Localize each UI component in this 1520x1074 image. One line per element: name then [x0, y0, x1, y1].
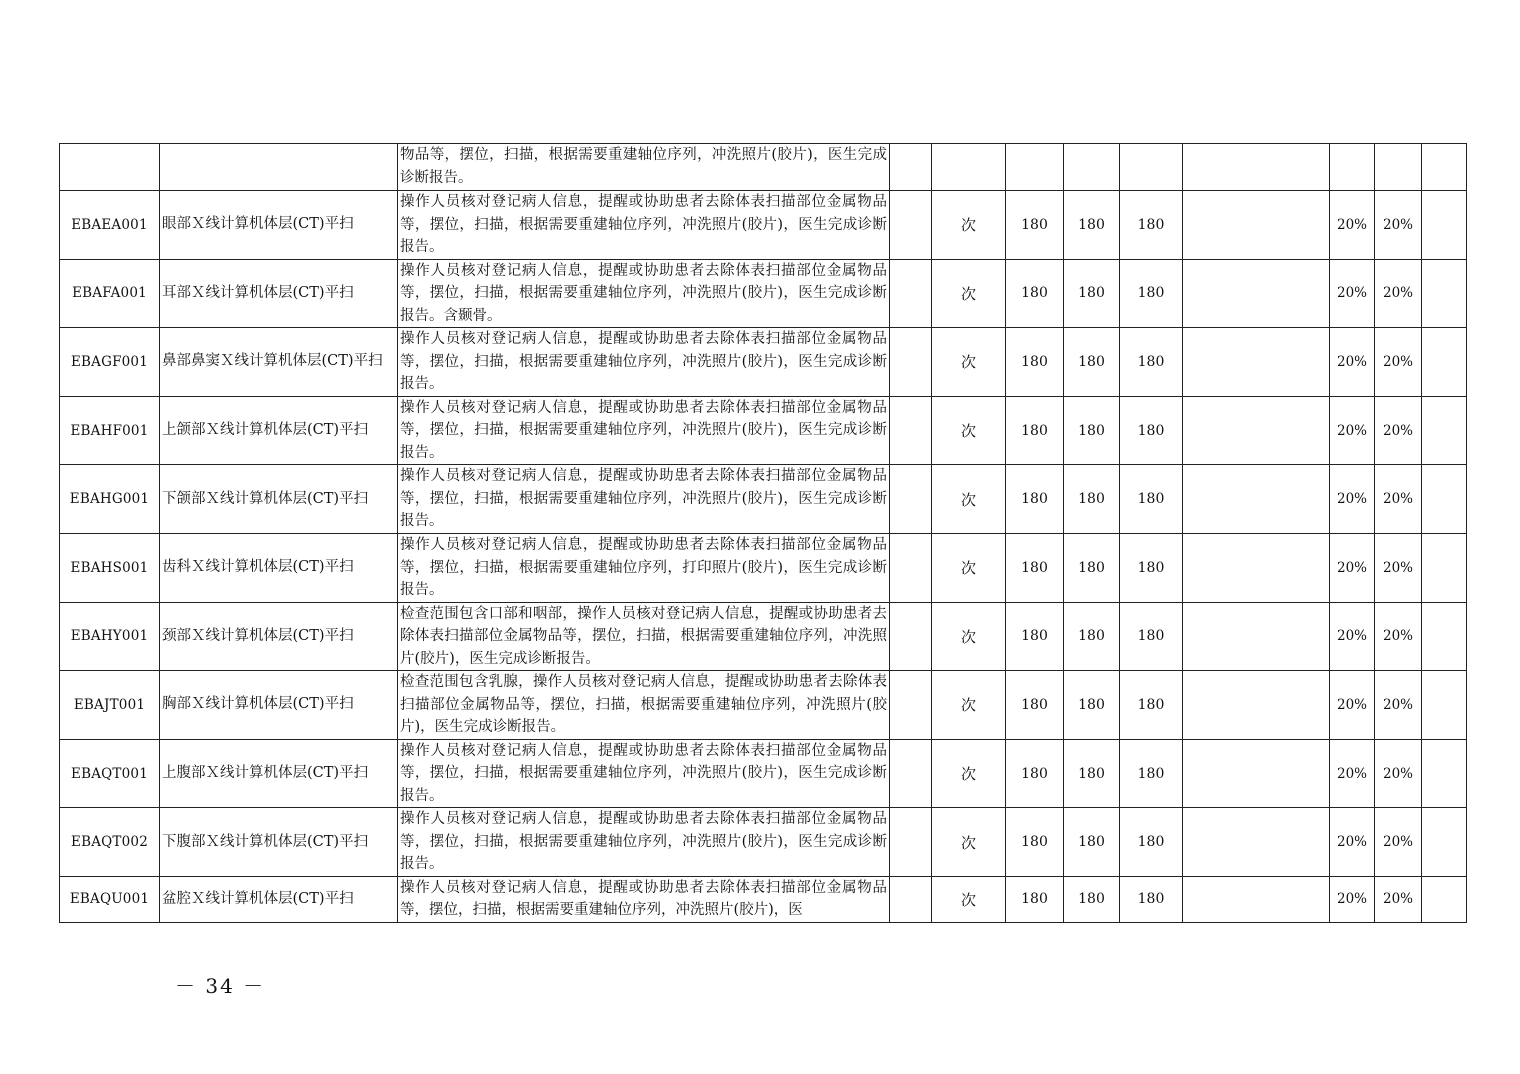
code-cell: EBAGF001	[60, 328, 160, 397]
price-cell-3: 180	[1120, 671, 1183, 740]
remarks-cell	[890, 144, 932, 191]
price-cell-2: 180	[1064, 396, 1120, 465]
table-row	[60, 739, 1467, 808]
name-cell: 上颌部Ｘ线计算机体层(CT)平扫	[160, 396, 398, 465]
price-cell-1: 180	[1006, 396, 1064, 465]
pct-cell-2: 20%	[1375, 465, 1422, 534]
unit-cell: 次	[932, 396, 1006, 465]
table-row	[60, 671, 1467, 740]
name-cell: 眼部Ｘ线计算机体层(CT)平扫	[160, 191, 398, 260]
notes-cell	[1183, 808, 1330, 877]
table-row	[60, 396, 1467, 465]
unit-cell: 次	[932, 739, 1006, 808]
name-cell: 盆腔Ｘ线计算机体层(CT)平扫	[160, 876, 398, 922]
unit-cell: 次	[932, 876, 1006, 922]
price-cell-2: 180	[1064, 602, 1120, 671]
description-cell: 操作人员核对登记病人信息，提醒或协助患者去除体表扫描部位金属物品等，摆位，扫描，根据需要重建轴位序列，打印照片(胶片)，医生完成诊断报告。	[398, 533, 890, 602]
price-cell-1: 180	[1006, 876, 1064, 922]
code-cell: EBAHS001	[60, 533, 160, 602]
continued-row	[60, 144, 1467, 191]
pct-cell-2: 20%	[1375, 671, 1422, 740]
page-number: － 34 －	[175, 974, 266, 998]
unit-cell: 次	[932, 602, 1006, 671]
price-cell-1: 180	[1006, 739, 1064, 808]
code-cell: EBAHF001	[60, 396, 160, 465]
remarks-cell	[890, 533, 932, 602]
name-cell: 下颌部Ｘ线计算机体层(CT)平扫	[160, 465, 398, 534]
table-row	[60, 876, 1467, 922]
price-cell-3	[1120, 144, 1183, 191]
code-cell: EBAEA001	[60, 191, 160, 260]
code-cell: EBAQT002	[60, 808, 160, 877]
description-cell: 检查范围包含口部和咽部，操作人员核对登记病人信息，提醒或协助患者去除体表扫描部位金属物品等，摆位，扫描，根据需要重建轴位序列，冲洗照片(胶片)，医生完成诊断报告。	[398, 602, 890, 671]
notes-cell	[1183, 396, 1330, 465]
remarks-cell	[890, 739, 932, 808]
price-cell-2: 180	[1064, 533, 1120, 602]
code-cell: EBAQU001	[60, 876, 160, 922]
remarks-cell	[890, 328, 932, 397]
extra-cell	[1422, 144, 1467, 191]
price-cell-2: 180	[1064, 808, 1120, 877]
notes-cell	[1183, 191, 1330, 260]
price-cell-3: 180	[1120, 808, 1183, 877]
extra-cell	[1422, 191, 1467, 260]
pct-cell-2: 20%	[1375, 602, 1422, 671]
unit-cell: 次	[932, 328, 1006, 397]
remarks-cell	[890, 602, 932, 671]
extra-cell	[1422, 671, 1467, 740]
table-body	[60, 144, 1467, 923]
price-cell-1: 180	[1006, 465, 1064, 534]
unit-cell: 次	[932, 191, 1006, 260]
remarks-cell	[890, 465, 932, 534]
pct-cell-1: 20%	[1330, 259, 1375, 328]
table-row	[60, 533, 1467, 602]
notes-cell	[1183, 465, 1330, 534]
extra-cell	[1422, 465, 1467, 534]
pct-cell-1: 20%	[1330, 191, 1375, 260]
remarks-cell	[890, 808, 932, 877]
name-cell: 颈部Ｘ线计算机体层(CT)平扫	[160, 602, 398, 671]
pct-cell-2: 20%	[1375, 396, 1422, 465]
code-cell	[60, 144, 160, 191]
pct-cell-2: 20%	[1375, 876, 1422, 922]
pct-cell-2: 20%	[1375, 739, 1422, 808]
extra-cell	[1422, 602, 1467, 671]
code-cell: EBAHY001	[60, 602, 160, 671]
description-cell: 操作人员核对登记病人信息，提醒或协助患者去除体表扫描部位金属物品等，摆位，扫描，根据需要重建轴位序列，冲洗照片(胶片)，医生完成诊断报告。	[398, 191, 890, 260]
pct-cell-2: 20%	[1375, 259, 1422, 328]
pct-cell-1: 20%	[1330, 602, 1375, 671]
pct-cell-1: 20%	[1330, 465, 1375, 534]
price-cell-1: 180	[1006, 671, 1064, 740]
pct-cell-1: 20%	[1330, 396, 1375, 465]
description-cell: 物品等，摆位，扫描，根据需要重建轴位序列，冲洗照片(胶片)，医生完成诊断报告。	[398, 144, 890, 191]
description-cell: 操作人员核对登记病人信息，提醒或协助患者去除体表扫描部位金属物品等，摆位，扫描，根据需要重建轴位序列，冲洗照片(胶片)，医生完成诊断报告。	[398, 328, 890, 397]
description-cell: 操作人员核对登记病人信息，提醒或协助患者去除体表扫描部位金属物品等，摆位，扫描，根据需要重建轴位序列，冲洗照片(胶片)，医生完成诊断报告。	[398, 465, 890, 534]
description-cell: 操作人员核对登记病人信息，提醒或协助患者去除体表扫描部位金属物品等，摆位，扫描，根据需要重建轴位序列，冲洗照片(胶片)，医	[398, 876, 890, 922]
name-cell	[160, 144, 398, 191]
price-cell-3: 180	[1120, 328, 1183, 397]
price-cell-1: 180	[1006, 533, 1064, 602]
price-cell-3: 180	[1120, 465, 1183, 534]
description-cell: 检查范围包含乳腺，操作人员核对登记病人信息，提醒或协助患者去除体表扫描部位金属物品等，摆位，扫描，根据需要重建轴位序列，冲洗照片(胶片)，医生完成诊断报告。	[398, 671, 890, 740]
remarks-cell	[890, 396, 932, 465]
name-cell: 上腹部Ｘ线计算机体层(CT)平扫	[160, 739, 398, 808]
code-cell: EBAJT001	[60, 671, 160, 740]
pct-cell-1: 20%	[1330, 328, 1375, 397]
price-cell-2: 180	[1064, 328, 1120, 397]
remarks-cell	[890, 671, 932, 740]
price-cell-3: 180	[1120, 396, 1183, 465]
extra-cell	[1422, 876, 1467, 922]
name-cell: 胸部Ｘ线计算机体层(CT)平扫	[160, 671, 398, 740]
pct-cell-2: 20%	[1375, 808, 1422, 877]
extra-cell	[1422, 259, 1467, 328]
extra-cell	[1422, 739, 1467, 808]
table-row	[60, 602, 1467, 671]
pct-cell-2: 20%	[1375, 533, 1422, 602]
unit-cell: 次	[932, 671, 1006, 740]
price-cell-3: 180	[1120, 602, 1183, 671]
price-cell-2: 180	[1064, 739, 1120, 808]
price-cell-2: 180	[1064, 465, 1120, 534]
table-row	[60, 259, 1467, 328]
pct-cell-1	[1330, 144, 1375, 191]
table-row	[60, 808, 1467, 877]
price-cell-1: 180	[1006, 328, 1064, 397]
price-cell-3: 180	[1120, 191, 1183, 260]
unit-cell: 次	[932, 533, 1006, 602]
description-cell: 操作人员核对登记病人信息，提醒或协助患者去除体表扫描部位金属物品等，摆位，扫描，根据需要重建轴位序列，冲洗照片(胶片)，医生完成诊断报告。	[398, 739, 890, 808]
price-cell-1: 180	[1006, 602, 1064, 671]
name-cell: 下腹部Ｘ线计算机体层(CT)平扫	[160, 808, 398, 877]
notes-cell	[1183, 739, 1330, 808]
pct-cell-1: 20%	[1330, 533, 1375, 602]
extra-cell	[1422, 396, 1467, 465]
description-cell: 操作人员核对登记病人信息，提醒或协助患者去除体表扫描部位金属物品等，摆位，扫描，根据需要重建轴位序列，冲洗照片(胶片)，医生完成诊断报告。	[398, 396, 890, 465]
price-cell-2: 180	[1064, 191, 1120, 260]
pct-cell-2	[1375, 144, 1422, 191]
code-cell: EBAHG001	[60, 465, 160, 534]
remarks-cell	[890, 191, 932, 260]
price-cell-2: 180	[1064, 259, 1120, 328]
pct-cell-1: 20%	[1330, 671, 1375, 740]
price-cell-3: 180	[1120, 533, 1183, 602]
table-row	[60, 465, 1467, 534]
remarks-cell	[890, 259, 932, 328]
notes-cell	[1183, 144, 1330, 191]
notes-cell	[1183, 328, 1330, 397]
unit-cell: 次	[932, 259, 1006, 328]
name-cell: 耳部Ｘ线计算机体层(CT)平扫	[160, 259, 398, 328]
price-cell-3: 180	[1120, 739, 1183, 808]
unit-cell: 次	[932, 808, 1006, 877]
table-row	[60, 191, 1467, 260]
extra-cell	[1422, 328, 1467, 397]
notes-cell	[1183, 533, 1330, 602]
notes-cell	[1183, 876, 1330, 922]
code-cell: EBAQT001	[60, 739, 160, 808]
price-cell-1: 180	[1006, 259, 1064, 328]
price-cell-2	[1064, 144, 1120, 191]
name-cell: 齿科Ｘ线计算机体层(CT)平扫	[160, 533, 398, 602]
description-cell: 操作人员核对登记病人信息，提醒或协助患者去除体表扫描部位金属物品等，摆位，扫描，根据需要重建轴位序列，冲洗照片(胶片)，医生完成诊断报告。含颞骨。	[398, 259, 890, 328]
notes-cell	[1183, 259, 1330, 328]
table-row	[60, 328, 1467, 397]
remarks-cell	[890, 876, 932, 922]
extra-cell	[1422, 808, 1467, 877]
pct-cell-2: 20%	[1375, 191, 1422, 260]
price-cell-1	[1006, 144, 1064, 191]
notes-cell	[1183, 602, 1330, 671]
pct-cell-1: 20%	[1330, 739, 1375, 808]
pricing-table	[59, 143, 1467, 923]
name-cell: 鼻部鼻窦Ｘ线计算机体层(CT)平扫	[160, 328, 398, 397]
price-cell-1: 180	[1006, 191, 1064, 260]
unit-cell	[932, 144, 1006, 191]
price-cell-1: 180	[1006, 808, 1064, 877]
price-cell-3: 180	[1120, 259, 1183, 328]
code-cell: EBAFA001	[60, 259, 160, 328]
price-cell-2: 180	[1064, 876, 1120, 922]
extra-cell	[1422, 533, 1467, 602]
unit-cell: 次	[932, 465, 1006, 534]
price-cell-3: 180	[1120, 876, 1183, 922]
pct-cell-2: 20%	[1375, 328, 1422, 397]
notes-cell	[1183, 671, 1330, 740]
pct-cell-1: 20%	[1330, 808, 1375, 877]
pct-cell-1: 20%	[1330, 876, 1375, 922]
price-cell-2: 180	[1064, 671, 1120, 740]
description-cell: 操作人员核对登记病人信息，提醒或协助患者去除体表扫描部位金属物品等，摆位，扫描，根据需要重建轴位序列，冲洗照片(胶片)，医生完成诊断报告。	[398, 808, 890, 877]
